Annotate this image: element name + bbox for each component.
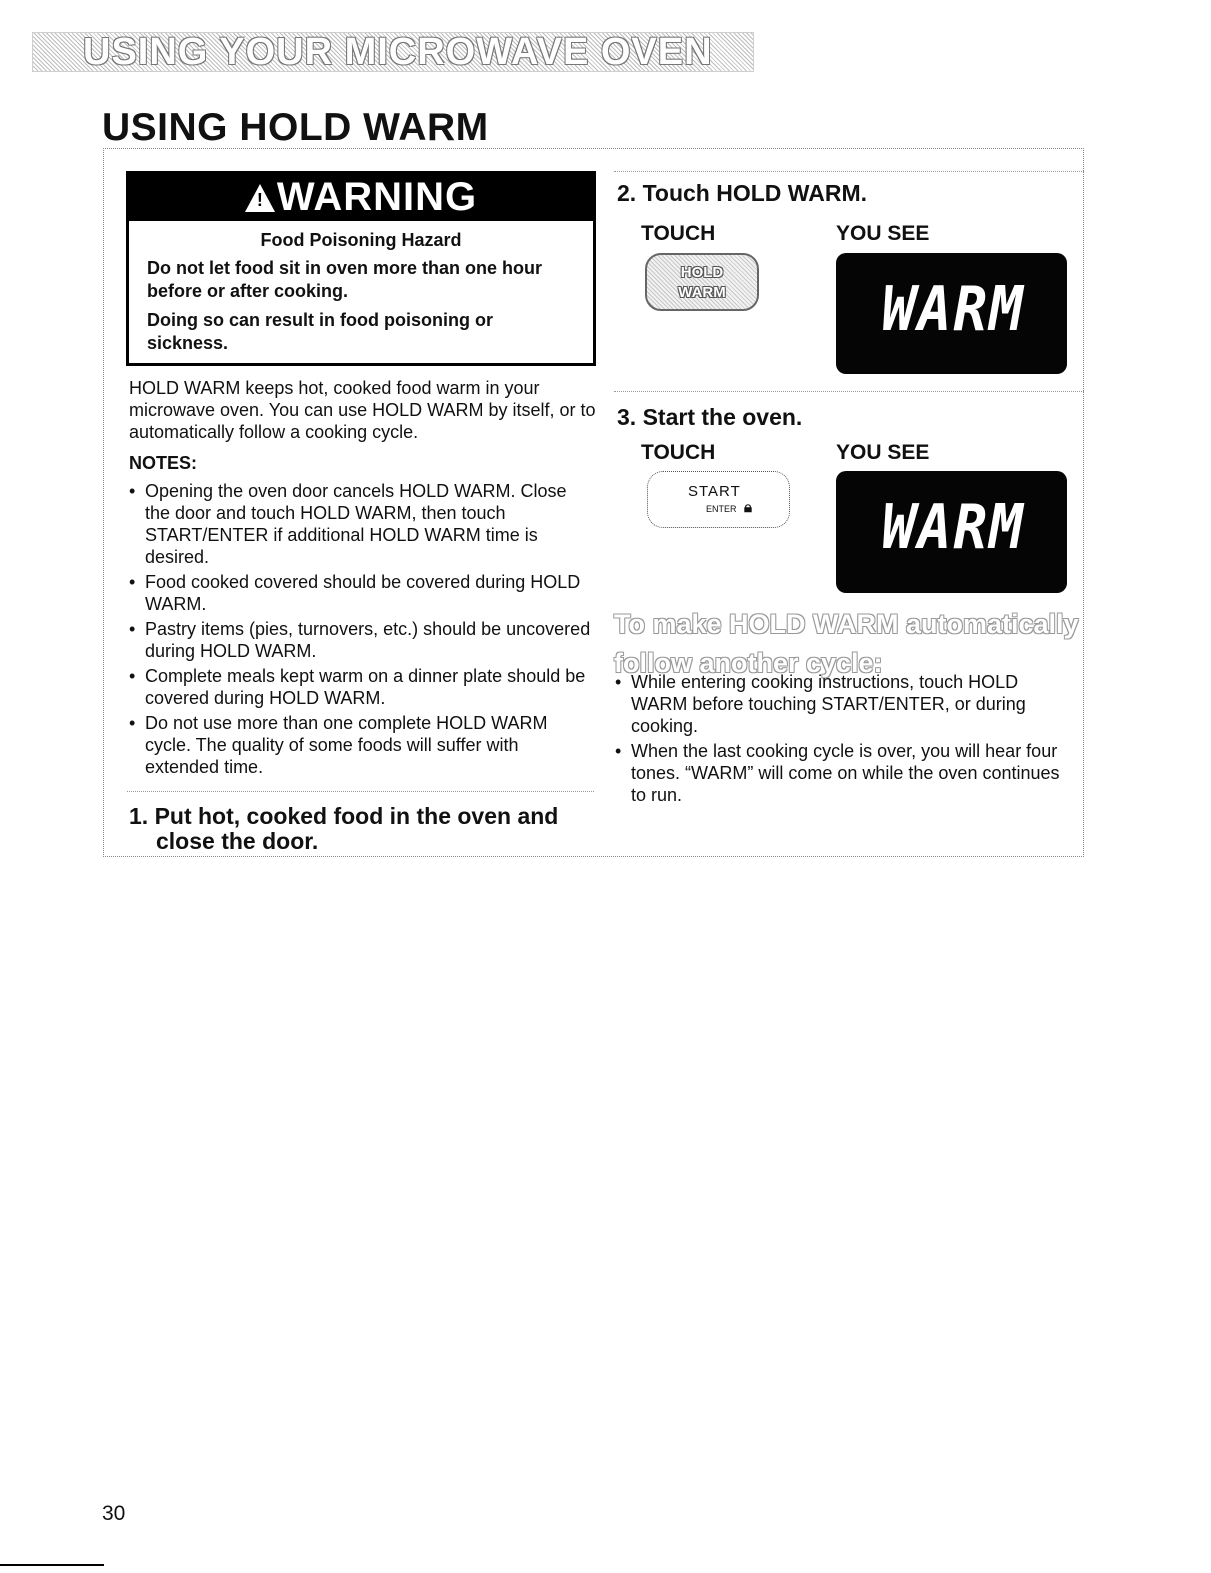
hold-warm-key-line-2: WARM: [678, 284, 726, 301]
footer-rule: [0, 1564, 104, 1566]
warning-text-2: Doing so can result in food poisoning or sickness.: [147, 310, 493, 353]
step-2-title: 2. Touch HOLD WARM.: [617, 180, 868, 206]
notes-heading: NOTES:: [129, 453, 198, 473]
list-item: • Do not use more than one complete HOLD WARM cycle. The quality of some foods will suffer with extended time.: [129, 712, 594, 778]
hold-warm-key-line-1: HOLD: [680, 264, 724, 281]
you-see-label: YOU SEE: [836, 222, 930, 245]
list-item: • When the last cooking cycle is over, you will hear four tones. “WARM” will come on while the oven continues to run.: [615, 740, 1077, 806]
list-item: • Food cooked covered should be covered during HOLD WARM.: [129, 571, 594, 615]
page-title: USING HOLD WARM: [102, 106, 489, 149]
auto-follow-heading-line-1: To make HOLD WARM automatically: [614, 609, 1079, 639]
display-panel: [836, 253, 1067, 374]
list-item: • Opening the oven door cancels HOLD WARM. Close the door and touch HOLD WARM, then touch START/ENTER if additional HOLD WARM time is desired.: [129, 480, 594, 568]
section-banner: [32, 32, 754, 72]
touch-label: TOUCH: [641, 441, 716, 464]
display-panel: [836, 471, 1067, 593]
auto-follow-heading-line-2: follow another cycle:: [614, 648, 883, 678]
hold-warm-key[interactable]: [645, 253, 759, 311]
list-item: • Pastry items (pies, turnovers, etc.) should be uncovered during HOLD WARM.: [129, 618, 594, 662]
hazard-title: Food Poisoning Hazard: [260, 230, 462, 250]
intro-text: HOLD WARM keeps hot, cooked food warm in your microwave oven. You can use HOLD WARM by itself, or to automatically follow a cooking cycle.: [129, 378, 596, 442]
step-1-line-2: close the door.: [156, 828, 319, 854]
warning-label: WARNING: [276, 175, 478, 219]
warning-text-1: Do not let food sit in oven more than one hour before or after cooking.: [147, 258, 542, 301]
warning-header: [129, 174, 593, 221]
you-see-label: YOU SEE: [836, 441, 930, 464]
list-item: • Complete meals kept warm on a dinner plate should be covered during HOLD WARM.: [129, 665, 594, 709]
auto-follow-list: [615, 671, 1077, 809]
display-readout: WARM: [882, 491, 1025, 564]
divider: [614, 171, 1084, 172]
step-3-title: 3. Start the oven.: [617, 404, 803, 430]
page-number: 30: [102, 1502, 126, 1525]
step-1-line-1: 1. Put hot, cooked food in the oven and: [129, 803, 559, 829]
divider: [614, 391, 1084, 392]
warning-triangle-icon: [245, 184, 275, 212]
warning-box: [126, 171, 596, 366]
notes-list: [129, 480, 594, 781]
lock-icon: 🔒︎: [744, 499, 752, 516]
touch-label: TOUCH: [641, 222, 716, 245]
start-enter-key[interactable]: [647, 471, 790, 528]
start-key-line-2: ENTER: [706, 504, 737, 514]
display-readout: WARM: [882, 273, 1025, 346]
divider: [127, 791, 594, 792]
start-key-line-1: START: [688, 483, 741, 500]
section-banner-text: USING YOUR MICROWAVE OVEN: [83, 31, 713, 73]
step-1-title: [129, 804, 558, 854]
list-item: • While entering cooking instructions, touch HOLD WARM before touching START/ENTER, or during cooking.: [615, 671, 1077, 737]
